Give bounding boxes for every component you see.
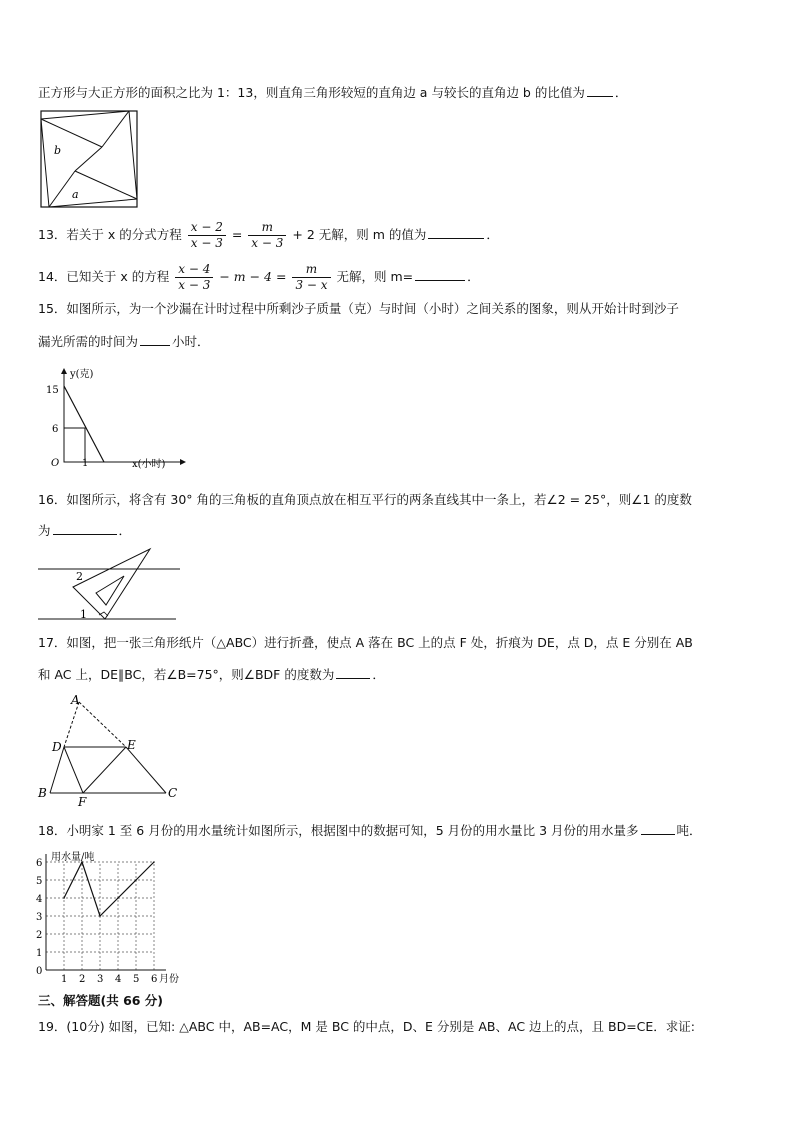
q16-line2: 为 ． bbox=[38, 523, 132, 538]
q17-label-D: D bbox=[52, 740, 62, 754]
q15-y-label: y(克) bbox=[70, 369, 94, 380]
water-chart-y-label: 用水量/吨 bbox=[51, 852, 95, 863]
section-title: 三、解答题(共 66 分) bbox=[38, 993, 164, 1008]
y-tick-label: 3 bbox=[36, 912, 43, 923]
y-tick-label: 1 bbox=[36, 948, 43, 959]
q15-y-tick-6: 6 bbox=[52, 424, 59, 435]
q12-figure bbox=[40, 110, 138, 208]
y-tick-label: 5 bbox=[36, 876, 43, 887]
q17-label-F: F bbox=[78, 795, 87, 809]
x-tick-label: 1 bbox=[61, 974, 68, 985]
q13-fraction-right: $\frac{m}{x - 3}$ bbox=[248, 220, 286, 251]
q14-answer-blank[interactable] bbox=[415, 267, 465, 281]
x-tick-label: 5 bbox=[133, 974, 140, 985]
q17-line2: 和 AC 上，DE∥BC，若∠B=75°，则∠BDF 的度数为 ． bbox=[38, 667, 385, 682]
q17-label-A: A bbox=[71, 693, 80, 707]
q13-answer-blank[interactable] bbox=[428, 225, 484, 239]
q19-text: 19．(10分) 如图，已知: △ABC 中，AB=AC，M 是 BC 的中点，D、E 分别是 AB、AC 边上的点，且 BD=CE．求证: bbox=[38, 1019, 696, 1034]
q15-line1: 15．如图所示，为一个沙漏在计时过程中所剩沙子质量（克）与时间（小时）之间关系的图象，则从开始计时到沙子 bbox=[38, 301, 679, 316]
q17-figure bbox=[36, 692, 182, 809]
q13-fraction-left: $\frac{x - 2}{x - 3}$ bbox=[188, 220, 226, 251]
q16-label-angle2: 2 bbox=[76, 570, 83, 583]
q12-label-b: b bbox=[54, 144, 62, 157]
q17-label-B: B bbox=[38, 786, 47, 800]
data-point bbox=[99, 915, 101, 917]
data-point bbox=[153, 861, 155, 863]
q16-figure bbox=[38, 546, 183, 624]
q18-text: 18．小明家 1 至 6 月份的用水量统计如图所示，根据图中的数据可知，5 月份的用水量比 3 月份的用水量多 吨． bbox=[38, 823, 702, 838]
q12-stem: 正方形与大正方形的面积之比为 1：13，则直角三角形较短的直角边 a 与较长的直角边 b 的比值为 bbox=[38, 85, 585, 100]
x-tick-label: 3 bbox=[97, 974, 104, 985]
q12-label-a: a bbox=[72, 188, 79, 201]
q15-y-tick-15: 15 bbox=[46, 385, 59, 396]
y-tick-label: 0 bbox=[36, 966, 43, 977]
water-chart-x-label: 月份 bbox=[159, 974, 179, 985]
q12-text: 正方形与大正方形的面积之比为 1：13，则直角三角形较短的直角边 a 与较长的直角边 b 的比值为 ． bbox=[38, 85, 628, 100]
x-tick-label: 2 bbox=[79, 974, 86, 985]
q15-chart bbox=[40, 366, 200, 474]
q14-fraction-right: $\frac{m}{3 - x}$ bbox=[292, 262, 330, 293]
y-tick-label: 4 bbox=[36, 894, 43, 905]
q13-text: 13．若关于 x 的分式方程 $\frac{x - 2}{x - 3}$ = $\frac{m}{x - 3}$ + 2 无解，则 m 的值为 ． bbox=[38, 220, 499, 250]
q12-answer-blank[interactable] bbox=[587, 83, 613, 97]
y-tick-label: 6 bbox=[36, 858, 43, 869]
q15-x-tick-1: 1 bbox=[82, 458, 89, 469]
q17-answer-blank[interactable] bbox=[336, 665, 370, 679]
y-tick-label: 2 bbox=[36, 930, 43, 941]
x-tick-label: 4 bbox=[115, 974, 122, 985]
q15-answer-blank[interactable] bbox=[140, 332, 170, 346]
data-point bbox=[63, 897, 65, 899]
q17-label-E: E bbox=[127, 738, 136, 752]
q17-label-C: C bbox=[168, 786, 178, 800]
water-usage-chart bbox=[32, 848, 192, 984]
q15-line2: 漏光所需的时间为 小时． bbox=[38, 334, 210, 349]
q15-x-label: x(小时) bbox=[132, 459, 166, 470]
data-point bbox=[135, 879, 137, 881]
q16-line1: 16．如图所示，将含有 30° 角的三角板的直角顶点放在相互平行的两条直线其中一条上，若∠2 = 25°，则∠1 的度数 bbox=[38, 492, 692, 507]
q15-origin: O bbox=[51, 458, 60, 469]
q16-label-angle1: 1 bbox=[80, 608, 87, 621]
q14-fraction-left: $\frac{x - 4}{x - 3}$ bbox=[175, 262, 213, 293]
water-usage-series-line bbox=[64, 862, 154, 916]
q18-answer-blank[interactable] bbox=[641, 821, 675, 835]
q14-text: 14．已知关于 x 的方程 $\frac{x - 4}{x - 3}$ − m − 4 = $\frac{m}{3 - x}$ 无解，则 m= ． bbox=[38, 262, 480, 292]
q16-answer-blank[interactable] bbox=[53, 521, 117, 535]
x-tick-label: 6 bbox=[151, 974, 158, 985]
data-point bbox=[117, 897, 119, 899]
q17-line1: 17．如图，把一张三角形纸片（△ABC）进行折叠，使点 A 落在 BC 上的点 F 处，折痕为 DE，点 D，点 E 分别在 AB bbox=[38, 635, 693, 650]
